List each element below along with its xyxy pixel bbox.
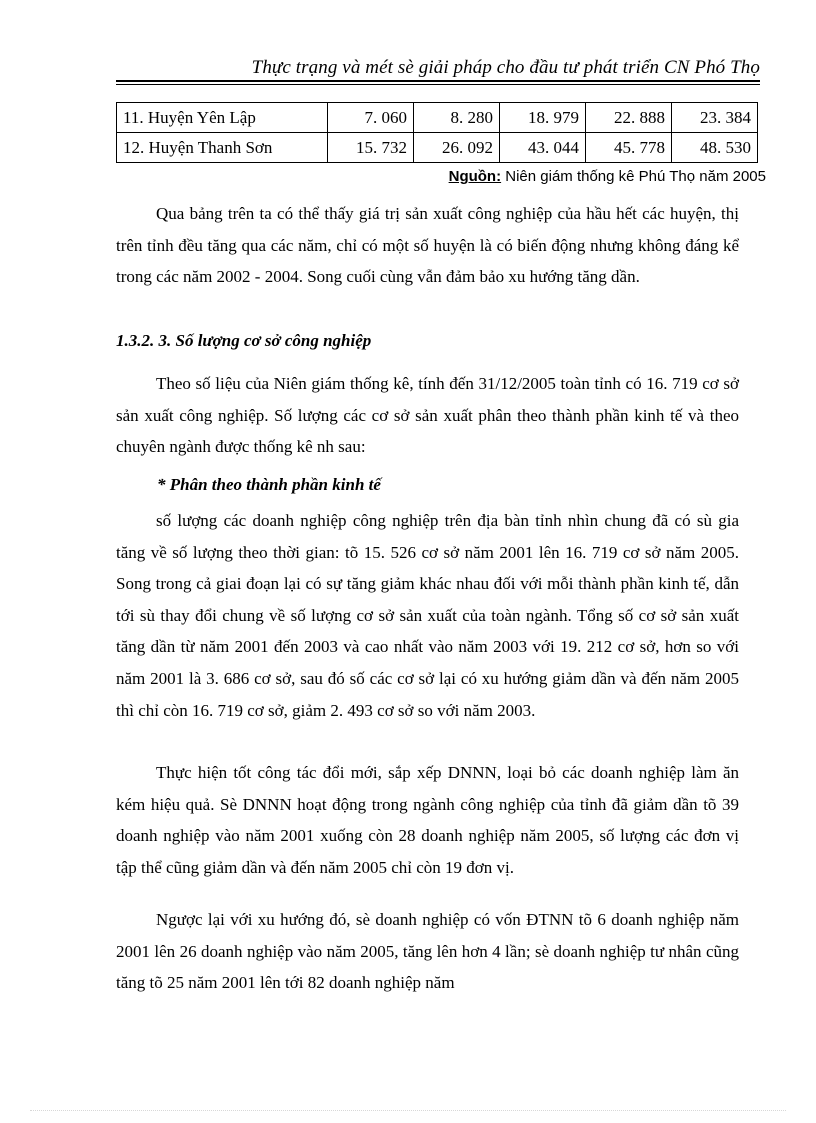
section-heading: 1.3.2. 3. Số lượng cơ sở công nghiệp bbox=[116, 331, 372, 350]
table-cell-value: 18. 979 bbox=[500, 103, 586, 133]
paragraph-text: Thực hiện tốt công tác đổi mới, sắp xếp DNNN, loại bỏ các doanh nghiệp làm ăn kém hiệu quả. Sè DNNN hoạt động trong ngành công nghiệp của tỉnh đã giảm dần tõ 39 doanh nghiệp vào năm 2001 xuống còn 28 doanh nghiệp năm 2005, số lượng các đơn vị tập thể cũng giảm dần và đến năm 2005 chỉ còn 19 đơn vị. bbox=[116, 763, 739, 877]
source-text: Niên giám thống kê Phú Thọ năm 2005 bbox=[501, 168, 766, 185]
table-cell-value: 45. 778 bbox=[586, 133, 672, 163]
running-header: Thực trạng và mét sè giải pháp cho đầu tư phát triển CN Phó Thọ bbox=[251, 57, 760, 78]
table-cell-value: 15. 732 bbox=[328, 133, 414, 163]
production-value-table bbox=[116, 102, 758, 163]
page-bottom-divider bbox=[30, 1110, 786, 1111]
paragraph-fdi-enterprises bbox=[116, 904, 739, 999]
table-cell-value: 8. 280 bbox=[414, 103, 500, 133]
paragraph-text: số lượng các doanh nghiệp công nghiệp trên địa bàn tỉnh nhìn chung đã có sù gia tăng về số lượng theo thời gian: tõ 15. 526 cơ sở năm 2001 lên 16. 719 cơ sở năm 2005. Song trong cả giai đoạn lại có sự tăng giảm khác nhau đối với mỗi thành phần kinh tế, dẫn tới sù thay đổi chung về số lượng cơ sở sản xuất của toàn ngành. Tổng số cơ sở sản xuất tăng dần từ năm 2001 đến 2003 và cao nhất vào năm 2003 với 19. 212 cơ sở, hơn so với năm 2001 là 3. 686 cơ sở, sau đó số các cơ sở lại có xu hướng giảm dần và đến năm 2005 thì chỉ còn 16. 719 cơ sở, giảm 2. 493 cơ sở so với năm 2003. bbox=[116, 511, 739, 720]
paragraph-summary bbox=[116, 198, 739, 293]
table-cell-value: 23. 384 bbox=[672, 103, 758, 133]
table-row bbox=[117, 103, 758, 133]
table-cell-district: 12. Huyện Thanh Sơn bbox=[117, 133, 328, 163]
table-cell-value: 26. 092 bbox=[414, 133, 500, 163]
paragraph-statistics-intro bbox=[116, 368, 739, 463]
paragraph-enterprise-growth bbox=[116, 505, 739, 726]
paragraph-text: Theo số liệu của Niên giám thống kê, tính đến 31/12/2005 toàn tỉnh có 16. 719 cơ sở sản xuất công nghiệp. Số lượng các cơ sở sản xuất phân theo thành phần kinh tế và theo chuyên ngành được thống kê nh sau: bbox=[116, 374, 739, 457]
table-cell-value: 7. 060 bbox=[328, 103, 414, 133]
paragraph-text: Ngược lại với xu hướng đó, sè doanh nghiệp có vốn ĐTNN tõ 6 doanh nghiệp năm 2001 lên 26 doanh nghiệp vào năm 2005, tăng lên hơn 4 lần; sè doanh nghiệp tư nhân cũng tăng tõ 25 năm 2001 lên tới 82 doanh nghiệp năm bbox=[116, 910, 739, 993]
header-rule-thick bbox=[116, 80, 760, 82]
subsection-heading: * Phân theo thành phần kinh tế bbox=[157, 475, 381, 494]
table-cell-value: 48. 530 bbox=[672, 133, 758, 163]
table-cell-district: 11. Huyện Yên Lập bbox=[117, 103, 328, 133]
table-row bbox=[117, 133, 758, 163]
header-rule-thin bbox=[116, 84, 760, 85]
source-label: Nguồn: bbox=[448, 168, 502, 185]
table-cell-value: 22. 888 bbox=[586, 103, 672, 133]
table-source-note bbox=[449, 168, 766, 185]
table-cell-value: 43. 044 bbox=[500, 133, 586, 163]
paragraph-text: Qua bảng trên ta có thể thấy giá trị sản xuất công nghiệp của hầu hết các huyện, thị trên tỉnh đều tăng qua các năm, chỉ có một số huyện là có biến động nhưng không đáng kể trong các năm 2002 - 2004. Song cuối cùng vẫn đảm bảo xu hướng tăng dần. bbox=[116, 204, 739, 287]
paragraph-state-enterprises bbox=[116, 757, 739, 883]
